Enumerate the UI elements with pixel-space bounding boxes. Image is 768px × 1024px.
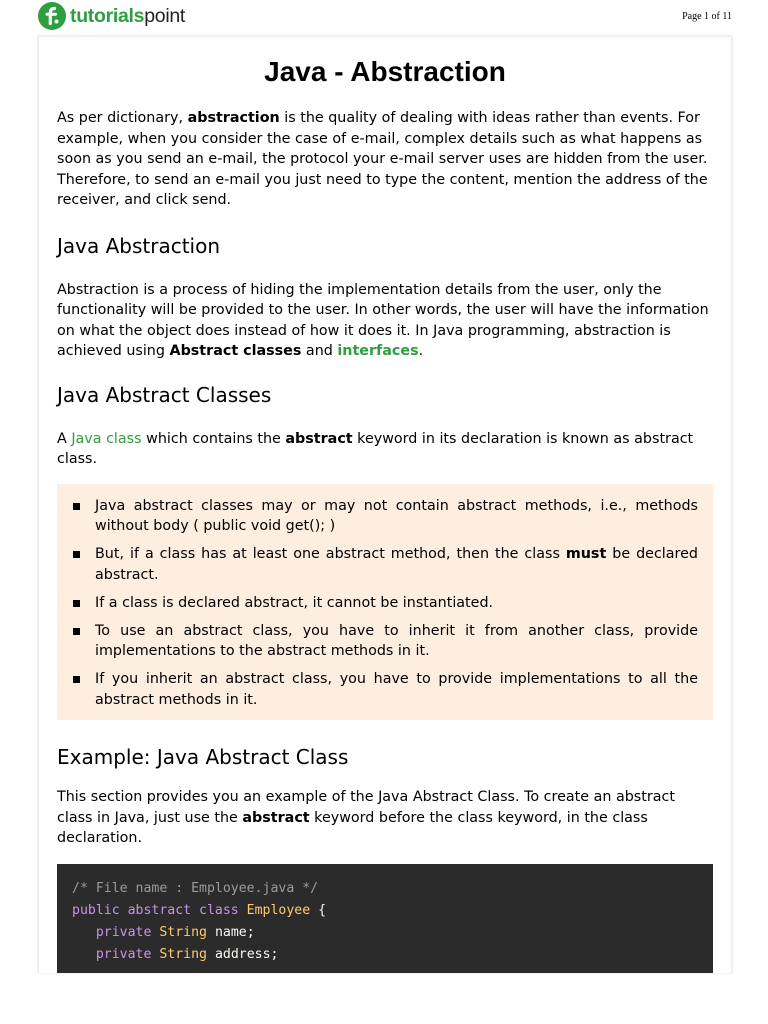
abstraction-text-3: .: [418, 343, 424, 359]
tutorialspoint-logo-icon: [38, 2, 66, 30]
list-item-text: To use an abstract class, you have to inherit it from another class, provide implementations to the abstract methods in it.: [95, 622, 698, 659]
abstract-classes-paragraph: [57, 429, 713, 470]
code-keyword: private: [95, 924, 160, 940]
code-text: name;: [207, 924, 255, 940]
content-body: [57, 37, 713, 973]
abstract-keyword-bold: abstract: [285, 430, 353, 447]
bullet-square-icon: [73, 551, 80, 558]
code-line: [72, 900, 698, 922]
page-number: Page 1 of 11: [682, 11, 732, 22]
list-item-bold-must: must: [565, 546, 607, 562]
logo-text-bold: tutorials: [70, 4, 145, 27]
interfaces-link[interactable]: interfaces: [337, 343, 419, 359]
logo-wordmark: [70, 5, 185, 28]
list-item: [73, 544, 698, 585]
page-header: [0, 0, 768, 34]
list-item-text: be declared abstract.: [95, 546, 698, 583]
abstract-rules-note: [57, 484, 713, 721]
page-title: Java - Abstraction: [264, 56, 506, 87]
abstract-rules-list: [73, 496, 698, 711]
code-keyword: private: [95, 946, 160, 962]
tutorialspoint-logo[interactable]: [38, 2, 185, 30]
code-text: {: [310, 902, 327, 918]
abstract-classes-text-1: A: [57, 430, 72, 447]
bullet-square-icon: [73, 676, 80, 683]
abstraction-bold: Abstract classes: [169, 343, 302, 359]
code-keyword: public abstract class: [72, 902, 247, 918]
abstraction-text-1: Abstraction is a process of hiding the implementation details from the user, only the functionality will be provided to the user. In other words, the user will have the information on what the object does instead of how it does it. In Java programming, abstraction is achieved using: [57, 281, 709, 359]
list-item: [73, 669, 698, 710]
list-item: [73, 593, 698, 614]
list-item-text: But, if a class has at least one abstract method, then the class: [95, 546, 566, 562]
code-indent: [72, 925, 96, 940]
example-text-2: keyword before the class keyword, in the class declaration.: [57, 809, 648, 846]
intro-bold-abstraction: abstraction: [187, 110, 280, 126]
intro-text-1: As per dictionary,: [57, 110, 188, 126]
abstract-classes-text-3: keyword in its declaration is known as abstract class.: [57, 430, 694, 467]
content-card: [38, 36, 732, 973]
code-type: String: [159, 946, 207, 962]
intro-text-2: is the quality of dealing with ideas rather than events. For example, when you consider the case of e-mail, complex details such as what happens as soon as you send an e-mail, the protocol your e-mail server uses are hidden from the user. Therefore, to send an e-mail you just need to type the content, mention the address of the receiver, and click send.: [57, 110, 708, 208]
list-item-text: Java abstract classes may or may not contain abstract methods, i.e., methods without body ( public void get(); ): [95, 497, 698, 534]
code-indent: [72, 947, 96, 962]
heading-java-abstraction: Java Abstraction: [57, 233, 221, 258]
list-item: [73, 496, 698, 537]
list-item: [73, 621, 698, 662]
bullet-square-icon: [73, 503, 80, 510]
abstraction-paragraph: [57, 280, 713, 362]
java-class-link[interactable]: Java class: [71, 430, 142, 447]
bullet-square-icon: [73, 628, 80, 635]
code-line: [72, 944, 698, 966]
code-block[interactable]: [57, 864, 713, 974]
list-item-text: If a class is declared abstract, it cannot be instantiated.: [95, 594, 494, 611]
code-comment: /* File name : Employee.java */: [72, 880, 319, 896]
bullet-square-icon: [73, 600, 80, 607]
example-paragraph: [57, 787, 713, 849]
list-item-text: If you inherit an abstract class, you have to provide implementations to all the abstract methods in it.: [95, 671, 698, 708]
code-line: [72, 878, 698, 900]
example-bold-abstract: abstract: [242, 809, 310, 826]
intro-paragraph: [57, 108, 713, 211]
code-text: address;: [207, 946, 279, 962]
code-type: String: [159, 924, 207, 940]
code-type: Employee: [246, 902, 311, 918]
code-line: [72, 922, 698, 944]
logo-text-regular: point: [144, 4, 186, 27]
abstract-classes-text-2: which contains the: [141, 430, 286, 447]
example-text-1: This section provides you an example of the Java Abstract Class. To create an abstract class in Java, just use the: [57, 789, 675, 826]
heading-example-abstract-class: Example: Java Abstract Class: [57, 745, 349, 769]
abstraction-text-2: and: [301, 343, 338, 359]
heading-java-abstract-classes: Java Abstract Classes: [57, 382, 272, 407]
